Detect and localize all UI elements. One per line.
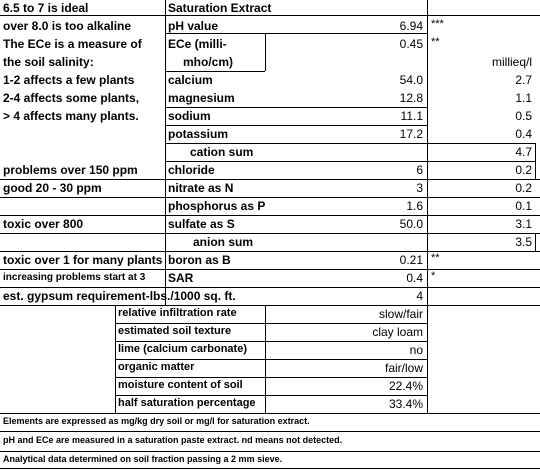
- anion-sum-label: anion sum: [193, 235, 254, 249]
- soil-label-organic: organic matter: [118, 361, 195, 373]
- sar-note: increasing problems start at 3: [3, 272, 146, 283]
- calcium-label: calcium: [168, 73, 213, 87]
- soil-label-moisture: moisture content of soil: [118, 379, 243, 391]
- cation-sum-meq: 4.7: [515, 145, 532, 159]
- ece-2-4-note: 2-4 affects some plants,: [3, 91, 140, 105]
- chloride-note: problems over 150 ppm: [3, 163, 138, 177]
- chloride-value: 6: [416, 163, 423, 177]
- boron-flag: **: [431, 252, 440, 264]
- magnesium-meq: 1.1: [515, 91, 532, 105]
- footnote-ph-ece: pH and ECe are measured in a saturation paste extract. nd means not detected.: [3, 435, 343, 445]
- boron-value: 0.21: [399, 253, 423, 267]
- anion-sum-meq: 3.5: [515, 235, 532, 249]
- soil-value-lime: no: [409, 343, 423, 357]
- phosphorus-value: 1.6: [406, 199, 423, 213]
- units-label: millieq/l: [491, 55, 532, 69]
- nitrate-label: nitrate as N: [168, 181, 234, 195]
- sar-label: SAR: [168, 271, 194, 285]
- calcium-value: 54.0: [399, 73, 423, 87]
- soil-label-texture: estimated soil texture: [118, 325, 232, 337]
- potassium-meq: 0.4: [515, 127, 532, 141]
- ece-value: 0.45: [399, 37, 423, 51]
- sodium-value: 11.1: [400, 109, 423, 123]
- page-title: Saturation Extract: [168, 1, 272, 15]
- nitrate-value: 3: [416, 181, 423, 195]
- boron-note: toxic over 1 for many plants: [3, 254, 163, 266]
- soil-value-saturation: 33.4%: [388, 397, 423, 411]
- magnesium-value: 12.8: [399, 91, 423, 105]
- boron-label: boron as B: [168, 253, 231, 267]
- soil-label-saturation: half saturation percentage: [118, 397, 256, 409]
- phosphorus-label: phosphorus as P: [168, 199, 266, 213]
- ece-over-4-note: > 4 affects many plants.: [3, 109, 139, 123]
- soil-label-lime: lime (calcium carbonate): [118, 343, 247, 355]
- ph-ideal-note: 6.5 to 7 is ideal: [3, 1, 89, 15]
- calcium-meq: 2.7: [515, 73, 532, 87]
- magnesium-label: magnesium: [168, 91, 235, 105]
- ph-flag: ***: [431, 18, 444, 30]
- ph-value: 6.94: [399, 19, 423, 33]
- ece-measure-note: The ECe is a measure of: [3, 37, 142, 51]
- ece-salinity-note: the soil salinity:: [3, 55, 94, 69]
- soil-value-moisture: 22.4%: [388, 379, 423, 393]
- gypsum-value: 4: [416, 289, 423, 303]
- ece-1-2-note: 1-2 affects a few plants: [3, 73, 135, 87]
- sar-value: 0.4: [406, 271, 423, 285]
- ece-label-units: mho/cm): [183, 55, 234, 69]
- ece-label: ECe (milli-: [168, 37, 227, 51]
- sar-flag: *: [431, 270, 436, 282]
- gypsum-label: est. gypsum requirement-lbs./1000 sq. ft.: [3, 289, 236, 303]
- sulfate-note: toxic over 800: [3, 217, 84, 231]
- soil-value-texture: clay loam: [372, 325, 423, 339]
- footnote-sieve: Analytical data determined on soil fraction passing a 2 mm sieve.: [3, 454, 283, 464]
- chloride-meq: 0.2: [515, 163, 532, 177]
- phosphorus-meq: 0.1: [515, 199, 532, 213]
- ph-alkaline-note: over 8.0 is too alkaline: [3, 19, 132, 33]
- soil-value-organic: fair/low: [384, 361, 423, 375]
- potassium-label: potassium: [168, 127, 229, 141]
- sulfate-label: sulfate as S: [168, 217, 235, 231]
- chloride-label: chloride: [168, 163, 215, 177]
- cation-sum-label: cation sum: [190, 145, 254, 159]
- soil-label-infiltration: relative infiltration rate: [118, 307, 237, 319]
- nitrate-meq: 0.2: [515, 181, 532, 195]
- ece-flag: **: [431, 36, 440, 48]
- nitrate-note: good 20 - 30 ppm: [3, 181, 102, 195]
- potassium-value: 17.2: [399, 127, 423, 141]
- soil-value-infiltration: slow/fair: [378, 307, 423, 321]
- ph-label: pH value: [168, 19, 219, 33]
- sulfate-value: 50.0: [399, 217, 423, 231]
- sulfate-meq: 3.1: [515, 217, 532, 231]
- sodium-label: sodium: [168, 109, 211, 123]
- sodium-meq: 0.5: [515, 109, 532, 123]
- footnote-units: Elements are expressed as mg/kg dry soil or mg/l for saturation extract.: [3, 416, 310, 426]
